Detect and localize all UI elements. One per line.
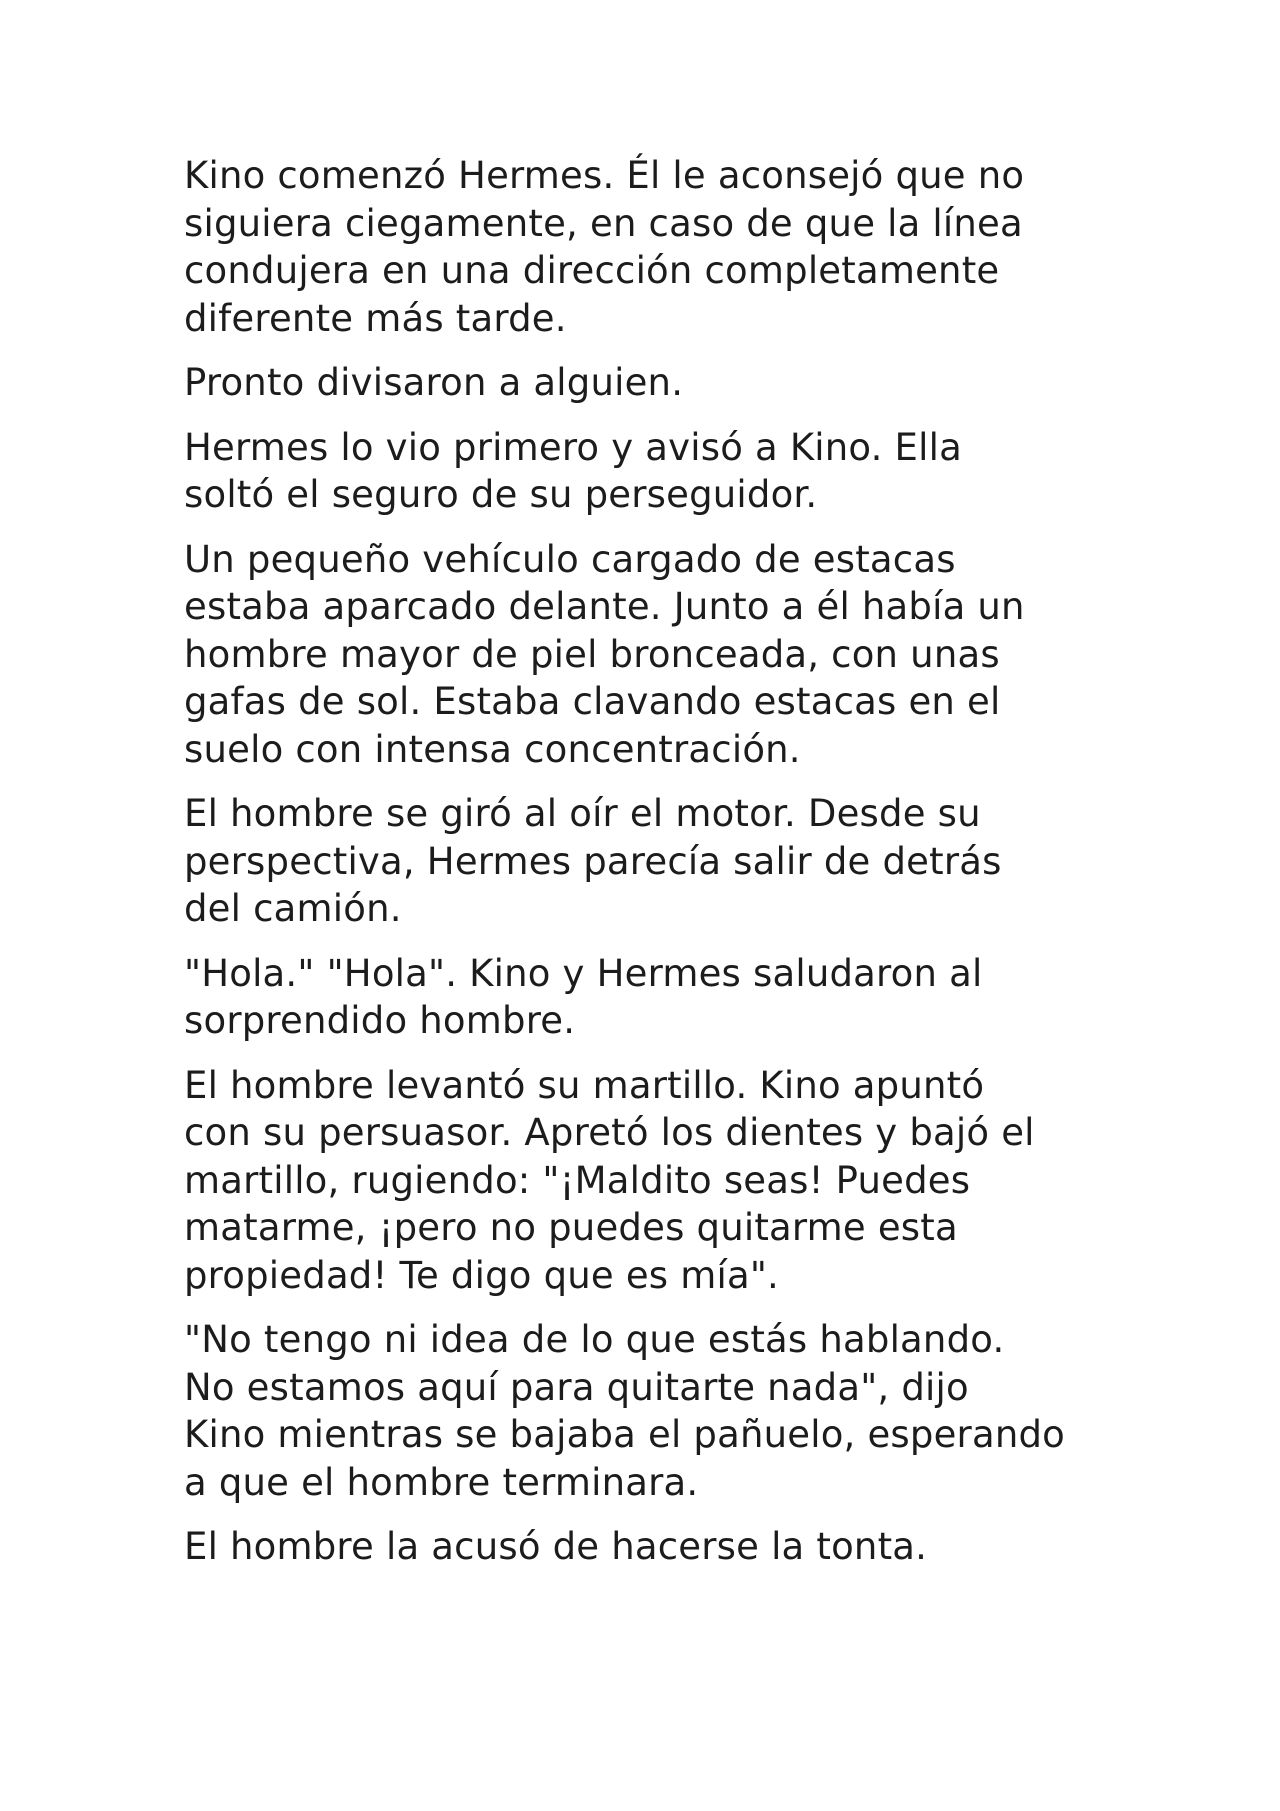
paragraph-6: "Hola." "Hola". Kino y Hermes saludaron al sorprendido hombre. xyxy=(184,951,983,1042)
paragraph-2: Pronto divisaron a alguien. xyxy=(184,361,684,404)
paragraph-5: El hombre se giró al oír el motor. Desde su perspectiva, Hermes parecía salir de detrás del camión. xyxy=(184,792,1002,930)
paragraph-8: "No tengo ni idea de lo que estás hablando. No estamos aquí para quitarte nada", dijo Kino mientras se bajaba el pañuelo, esperando a que el hombre terminara. xyxy=(184,1318,1066,1504)
paragraph-1: Kino comenzó Hermes. Él le aconsejó que no siguiera ciegamente, en caso de que la línea condujera en una dirección completamente diferente más tarde. xyxy=(184,154,1025,340)
paragraph-7: El hombre levantó su martillo. Kino apuntó con su persuasor. Apretó los dientes y bajó el martillo, rugiendo: "¡Maldito seas! Puedes matarme, ¡pero no puedes quitarme esta propiedad! Te digo que es mía". xyxy=(184,1063,1035,1297)
body-text xyxy=(184,152,1124,1588)
paragraph-9: El hombre la acusó de hacerse la tonta. xyxy=(184,1525,928,1568)
paragraph-3: Hermes lo vio primero y avisó a Kino. Ella soltó el seguro de su perseguidor. xyxy=(184,425,962,516)
paragraph-4: Un pequeño vehículo cargado de estacas estaba aparcado delante. Junto a él había un hombre mayor de piel bronceada, con unas gafas de sol. Estaba clavando estacas en el suelo con intensa concentración. xyxy=(184,537,1025,771)
